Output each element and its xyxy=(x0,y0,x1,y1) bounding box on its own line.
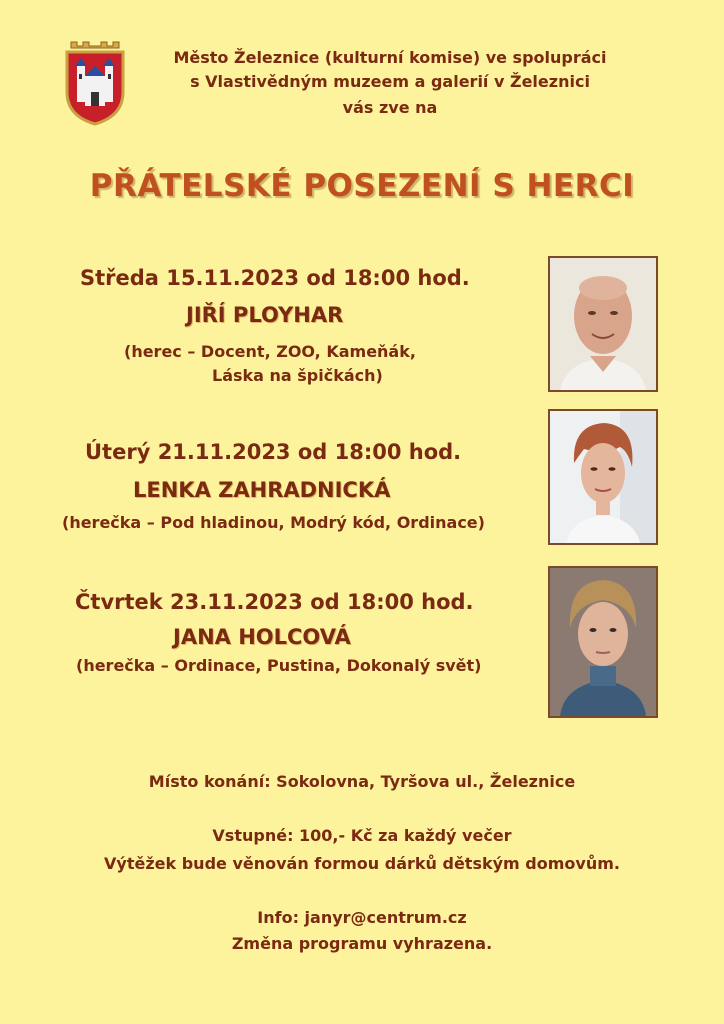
actor-photo-jiri-ployhar xyxy=(548,256,658,392)
town-crest-icon xyxy=(63,40,127,126)
event-3-actor-name: JANA HOLCOVÁ xyxy=(173,625,351,649)
event-2-date: Úterý 21.11.2023 od 18:00 hod. xyxy=(85,440,462,464)
actor-photo-jana-holcova xyxy=(548,566,658,718)
header-line-1: Město Železnice (kulturní komise) ve spolupráci xyxy=(173,48,607,67)
actor-photo-lenka-zahradnicka xyxy=(548,409,658,545)
event-2-actor-name: LENKA ZAHRADNICKÁ xyxy=(133,478,391,502)
event-1-description-line-2: Láska na špičkách) xyxy=(212,366,383,385)
contact-info: Info: janyr@centrum.cz xyxy=(257,908,467,927)
event-1-description-line-1: (herec – Docent, ZOO, Kameňák, xyxy=(124,342,416,361)
event-3-description: (herečka – Ordinace, Pustina, Dokonalý svět) xyxy=(76,656,482,675)
admission-fee: Vstupné: 100,- Kč za každý večer xyxy=(212,826,512,845)
event-3-date: Čtvrtek 23.11.2023 od 18:00 hod. xyxy=(75,590,474,614)
header-line-2: s Vlastivědným muzeem a galerií v Železnici xyxy=(190,72,590,91)
program-change-note: Změna programu vyhrazena. xyxy=(231,934,493,953)
header-line-3: vás zve na xyxy=(342,98,438,117)
event-1-date: Středa 15.11.2023 od 18:00 hod. xyxy=(80,266,470,290)
event-2-description: (herečka – Pod hladinou, Modrý kód, Ordinace) xyxy=(62,513,485,532)
event-1-actor-name: JIŘÍ PLOYHAR xyxy=(186,303,344,327)
venue-info: Místo konání: Sokolovna, Tyršova ul., Železnice xyxy=(148,772,576,791)
event-title: PŘÁTELSKÉ POSEZENÍ S HERCI xyxy=(89,168,635,204)
proceeds-note: Výtěžek bude věnován formou dárků dětským domovům. xyxy=(104,854,620,873)
